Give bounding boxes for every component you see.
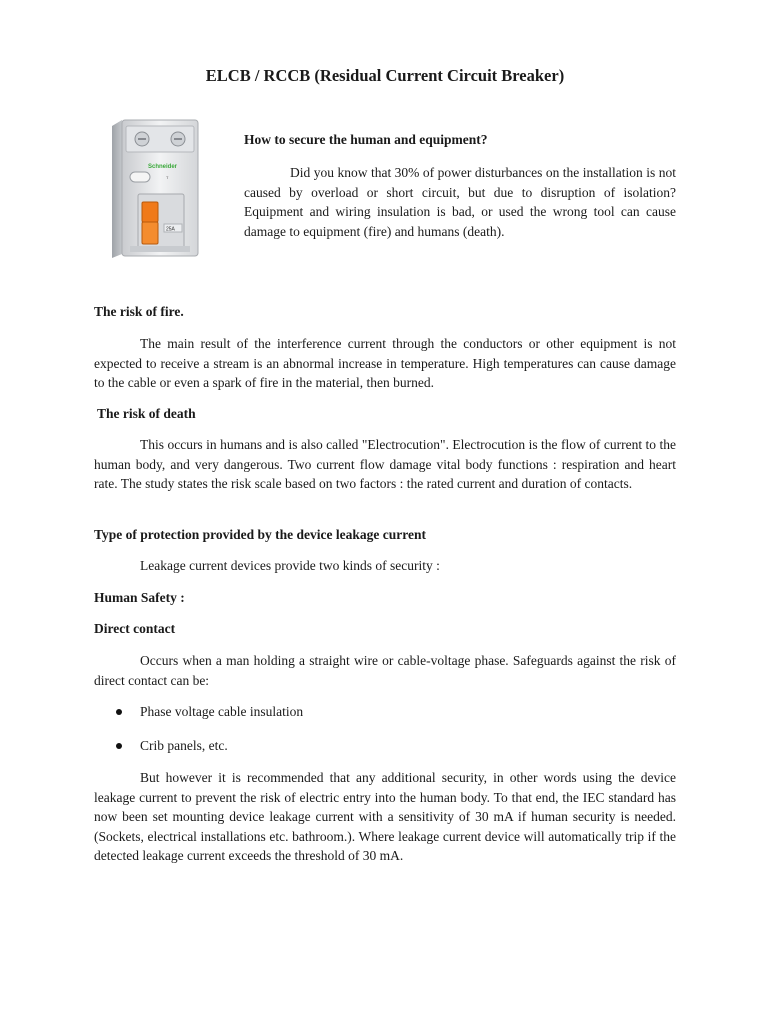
direct-contact-heading: Direct contact [94,621,176,636]
rating-label: 25A [166,226,175,233]
protection-heading: Type of protection provided by the device leakage current [94,527,426,542]
bullet-icon [116,743,122,749]
human-safety-heading: Human Safety : [94,590,185,605]
intro-block [244,130,676,241]
risk-death-heading: The risk of death [97,406,196,421]
risk-fire-heading: The risk of fire. [94,304,184,319]
risk-death-text: This occurs in humans and is also called "Electrocution". Electrocution is the flow of current to the human body, and very dangerous. Two current flow damage vital body functions : respiration and heart rate. The study states the risk scale based on two factors : the rated current and duration of contacts. [94,437,676,492]
risk-fire-text: The main result of the interference current through the conductors or other equipment is not expected to receive a stream is an abnormal increase in temperature. High temperatures can cause damage to the cable or even a spark of fire in the material, then burned. [94,336,676,391]
bullet-icon [116,709,122,715]
page-title: ELCB / RCCB (Residual Current Circuit Breaker) [205,66,565,85]
list-item-text: Crib panels, etc. [140,738,228,753]
intro-heading: How to secure the human and equipment? [244,132,488,147]
protection-text: Leakage current devices provide two kinds of security : [140,558,440,573]
direct-contact-closing: But however it is recommended that any additional security, in other words using the device leakage current to prevent the risk of electric entry into the human body. To that end, the IEC standard has now been set mounting device leakage current with a sensitivity of 30 mA if human security is needed. (Sockets, electrical installations etc. bathroom.). Where leakage current device will automatically trip if the detected leakage current exceeds the threshold of 30 mA. [94,770,676,864]
direct-contact-text: Occurs when a man holding a straight wire or cable-voltage phase. Safeguards against the risk of direct contact can be: [94,653,676,688]
intro-text: Did you know that 30% of power disturbances on the installation is not caused by overload or short circuit, but due to disruption of isolation? Equipment and wiring insulation is bad, or used the wrong tool can cause damage to equipment (fire) and humans (death). [244,165,676,239]
list-item-text: Phase voltage cable insulation [140,704,304,719]
brand-label: Schneider [148,164,178,170]
rccb-device-image [108,116,212,260]
svg-text:T: T [166,175,169,180]
